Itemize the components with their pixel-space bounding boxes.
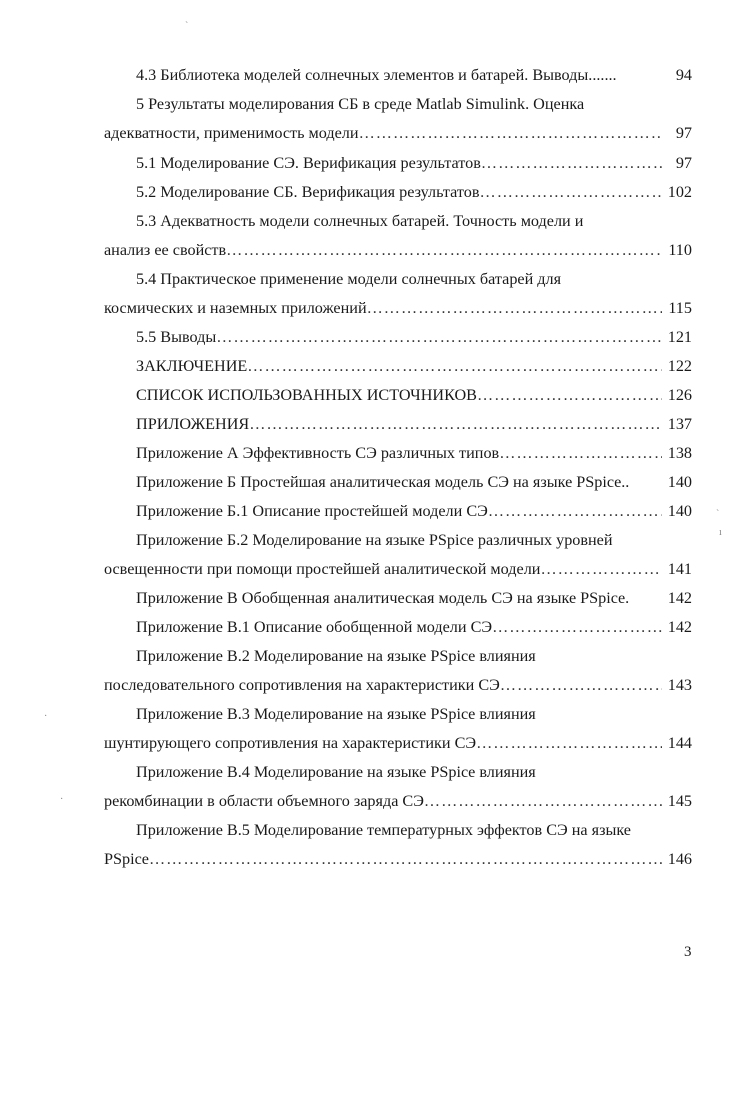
toc-entry-title: 5.3 Адекватность модели солнечных батарей. Точность модели и — [136, 212, 584, 230]
toc-entry — [104, 444, 692, 463]
toc-entry-title: 5.2 Моделирование СБ. Верификация результатов — [136, 183, 480, 201]
toc-entry-title: Приложение Б.2 Моделирование на языке PSpice различных уровней — [136, 531, 613, 549]
toc-leader — [424, 792, 662, 811]
page-number: 3 — [684, 944, 692, 960]
toc-entry-title: Приложение В.1 Описание обобщенной модели СЭ — [136, 618, 493, 636]
toc-leader — [149, 850, 662, 869]
toc-entry-page: 122 — [667, 357, 692, 375]
toc-entry — [104, 212, 692, 260]
toc-entry-page: 97 — [675, 124, 692, 142]
toc-entry-title: Приложение В.3 Моделирование на языке PSpice влияния — [136, 705, 536, 723]
toc-entry — [104, 270, 692, 318]
scan-speck: · — [44, 711, 48, 722]
toc-entry-page: 140 — [667, 502, 692, 520]
toc-entry-page: 94 — [675, 66, 692, 84]
toc-entry — [104, 183, 692, 202]
toc-entry-page: 145 — [667, 792, 692, 810]
toc-entry-title: Приложение В Обобщенная аналитическая модель СЭ на языке PSpice. — [136, 589, 630, 607]
toc-leader — [500, 676, 662, 695]
toc-leader — [359, 124, 662, 143]
toc-leader — [499, 444, 662, 463]
toc-leader — [492, 618, 662, 637]
toc-entry — [104, 386, 692, 405]
toc-entry-page: 121 — [667, 328, 692, 346]
toc-entry — [104, 415, 692, 434]
toc-entry-title-cont: анализ ее свойств — [104, 241, 227, 259]
toc-leader — [476, 734, 662, 753]
toc-entry-page: 140 — [667, 473, 692, 491]
toc-entry-title-cont: освещенности при помощи простейшей аналитической модели — [104, 560, 541, 578]
toc-entry-page: 146 — [667, 850, 692, 868]
scan-speck: ˋ — [716, 509, 720, 520]
toc-entry — [104, 66, 692, 85]
toc-leader — [477, 386, 662, 405]
toc-entry-page: 126 — [667, 386, 692, 404]
toc-leader — [481, 154, 662, 173]
toc-entry-page: 115 — [668, 299, 692, 317]
toc-entry-page: 144 — [667, 734, 692, 752]
toc-entry — [104, 154, 692, 173]
toc-entry-page: 110 — [668, 241, 692, 259]
toc-entry — [104, 647, 692, 695]
toc-entry-title: Приложение В.5 Моделирование температурных эффектов СЭ на языке — [136, 821, 631, 839]
scan-speck: ı — [719, 527, 722, 538]
toc-entry — [104, 821, 692, 869]
toc-entry — [104, 357, 692, 376]
toc-entry-title: ПРИЛОЖЕНИЯ — [136, 415, 250, 433]
toc-leader — [247, 357, 662, 376]
toc-entry-page: 141 — [667, 560, 692, 578]
toc-entry-page: 142 — [667, 618, 692, 636]
toc-entry-title: Приложение В.4 Моделирование на языке PSpice влияния — [136, 763, 536, 781]
toc-entry-page: 102 — [667, 183, 692, 201]
toc-entry — [104, 473, 692, 492]
toc-entry-page: 97 — [675, 154, 692, 172]
toc-entry-page: 142 — [667, 589, 692, 607]
toc-entry-title: 5.4 Практическое применение модели солнечных батарей для — [136, 270, 562, 288]
toc-leader — [488, 502, 662, 521]
toc-entry-title: Приложение Б Простейшая аналитическая модель СЭ на языке PSpice.. — [136, 473, 630, 491]
toc-entry — [104, 328, 692, 347]
toc-entry-title-cont: адекватности, применимость модели — [104, 124, 359, 142]
toc-leader — [226, 241, 662, 260]
toc-entry-title: Приложение А Эффективность СЭ различных типов — [136, 444, 500, 462]
toc-entry — [104, 531, 692, 579]
toc-entry — [104, 705, 692, 753]
toc-entry — [104, 95, 692, 143]
toc-entry-page: 137 — [667, 415, 692, 433]
toc-entry — [104, 589, 692, 608]
toc-entry-title-cont: последовательного сопротивления на характеристики СЭ — [104, 676, 500, 694]
toc-entry-title-cont: PSpice — [104, 850, 149, 868]
toc-leader — [249, 415, 662, 434]
toc-entry-title: ЗАКЛЮЧЕНИЕ — [136, 357, 248, 375]
toc-leader — [480, 183, 662, 202]
scan-speck: ˋ — [185, 21, 189, 32]
toc-entry-page: 143 — [667, 676, 692, 694]
toc-entry-title: Приложение Б.1 Описание простейшей модели СЭ — [136, 502, 488, 520]
toc-entry-title-cont: шунтирующего сопротивления на характеристики СЭ — [104, 734, 477, 752]
toc-leader — [540, 560, 662, 579]
toc-entry-title-cont: рекомбинации в области объемного заряда СЭ — [104, 792, 424, 810]
toc-leader — [216, 328, 662, 347]
toc-entry-title: 5 Результаты моделирования СБ в среде Matlab Simulink. Оценка — [136, 95, 585, 113]
toc-entry-title: 5.5 Выводы — [136, 328, 217, 346]
toc-entry — [104, 618, 692, 637]
toc-leader — [367, 299, 662, 318]
toc-entry-title-cont: космических и наземных приложений — [104, 299, 367, 317]
toc-entry — [104, 763, 692, 811]
scan-speck: · — [60, 794, 64, 805]
toc-entry-title: Приложение В.2 Моделирование на языке PSpice влияния — [136, 647, 536, 665]
toc-entry-title: 4.3 Библиотека моделей солнечных элементов и батарей. Выводы....... — [136, 66, 617, 84]
toc-entry — [104, 502, 692, 521]
toc-entry-page: 138 — [667, 444, 692, 462]
toc-entry-title: 5.1 Моделирование СЭ. Верификация результатов — [136, 154, 481, 172]
toc-entry-title: СПИСОК ИСПОЛЬЗОВАННЫХ ИСТОЧНИКОВ — [136, 386, 477, 404]
